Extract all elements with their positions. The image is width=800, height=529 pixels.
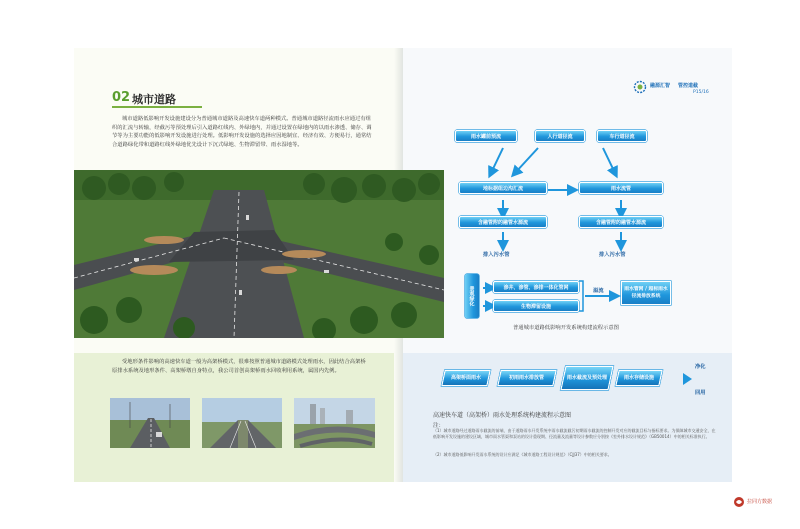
walkway-runoff-box: 人行道径流 (535, 130, 585, 142)
overflow-box-right: 含融管附的融管水源流 (579, 216, 663, 228)
reuse-label-purify: 净化 (695, 364, 706, 370)
logo-slogan: 管控道截 (678, 83, 699, 89)
note-1: （1）城市道路经过道路雨水截流的前端，由于道路雨水开发系统中雨水截流截污初期雨水截流的控制开发对应的截流目标与指标要求。为保障城市交通安全，在低影响开发设施的建设区域，城市雨水管渠和泵站的设计重现期、径流量及流量等设计参数应分别按《室外排水设计规范》（GB50014）中的相关标准执行。 (433, 428, 716, 439)
infiltration-network-box: 渗井、渗管、渗排一体化管网 (493, 281, 579, 293)
section-title: 城市道路 (132, 93, 176, 106)
discharge-label-right: 排入污水管 (599, 252, 626, 258)
storm-drain-outlet-box: 雨水管网 / 超标雨水径流排放系统 (621, 281, 671, 305)
brand-swirl-icon (733, 496, 745, 508)
surface-collection-box: 地标据组边沟汇流 (459, 182, 547, 194)
sidewalk-runoff-box: 雨水罐前预流 (455, 130, 517, 142)
reuse-label-reuse: 回用 (695, 390, 706, 396)
overflow-box-left: 含融管附的融管水源流 (459, 216, 547, 228)
section-number: 02 (112, 90, 131, 105)
landscape-green-box: 景观绿化 (465, 274, 479, 318)
highway-photo-3 (294, 398, 375, 448)
photo-strip (110, 398, 375, 448)
pipe-pretreatment: 雨水截流及预处理 (560, 366, 613, 390)
flow2-caption: 高速快车道（高架桥）雨水处理系统构建流程示意图 (433, 412, 572, 419)
rain-pipe-box: 雨水流管 (579, 182, 663, 194)
bioretention-box: 生物滞留设施 (493, 300, 579, 312)
footer-brand (733, 494, 793, 516)
highway-paragraph: 受地形条件影响的高速快车道一般为高架桥模式，很难按照普通城市道路模式处理雨水，因此结合高架桥原排水系统及地形条件、高架桥墩自身特点，我公司首创高架桥雨水回收利用系统，属国内先例。 (112, 359, 366, 374)
highway-photo-1 (110, 398, 190, 448)
right-page (403, 48, 732, 482)
brochure-spread (74, 48, 732, 482)
pipe-elevated-rainwater: 高架桥面雨水 (441, 370, 490, 386)
logo-brand: 融源汇智 (650, 83, 671, 89)
logo-page-ref: P15/16 (693, 90, 709, 95)
footer-brand-text: 拉同方数据 (747, 499, 773, 505)
overflow-label: 溢流 (593, 288, 604, 294)
pipe-storage: 雨水存储设施 (615, 370, 662, 386)
flow1-caption: 普通城市道路低影响开发系统构建流程示意图 (513, 325, 619, 331)
notes-label: 注： (433, 423, 445, 429)
pipe-initial-drain: 初雨雨水排放管 (497, 370, 556, 386)
vehicle-lane-runoff-box: 车行道径流 (597, 130, 647, 142)
highway-photo-2 (202, 398, 282, 448)
intro-paragraph: 城市道路低影响开发设施建设分为普通城市道路及高速快车道两种模式。普通城市道路径流雨水应通过有组织的汇流与转输，经截污等预处理后引入道路红线内、外绿地内，并通过设置在绿地内的以雨水渗透、储存、调节等为主要功能的低影响开发设施进行处理。低影响开发设施的选择应因地制宜、经济有效、方便易行，通常结合道路绿化带和道路红线外绿地优先设计下沉式绿地、生物滞留带、雨水湿地等。 (112, 116, 372, 148)
intersection-aerial-render (74, 170, 444, 338)
note-2: （2）城市道路低影响开发雨水系统的设计应满足《城市道路工程设计规范》（CJJ37）中的相关要求。 (433, 452, 612, 457)
discharge-label-left: 排入污水管 (483, 252, 510, 258)
title-underline (112, 106, 202, 108)
